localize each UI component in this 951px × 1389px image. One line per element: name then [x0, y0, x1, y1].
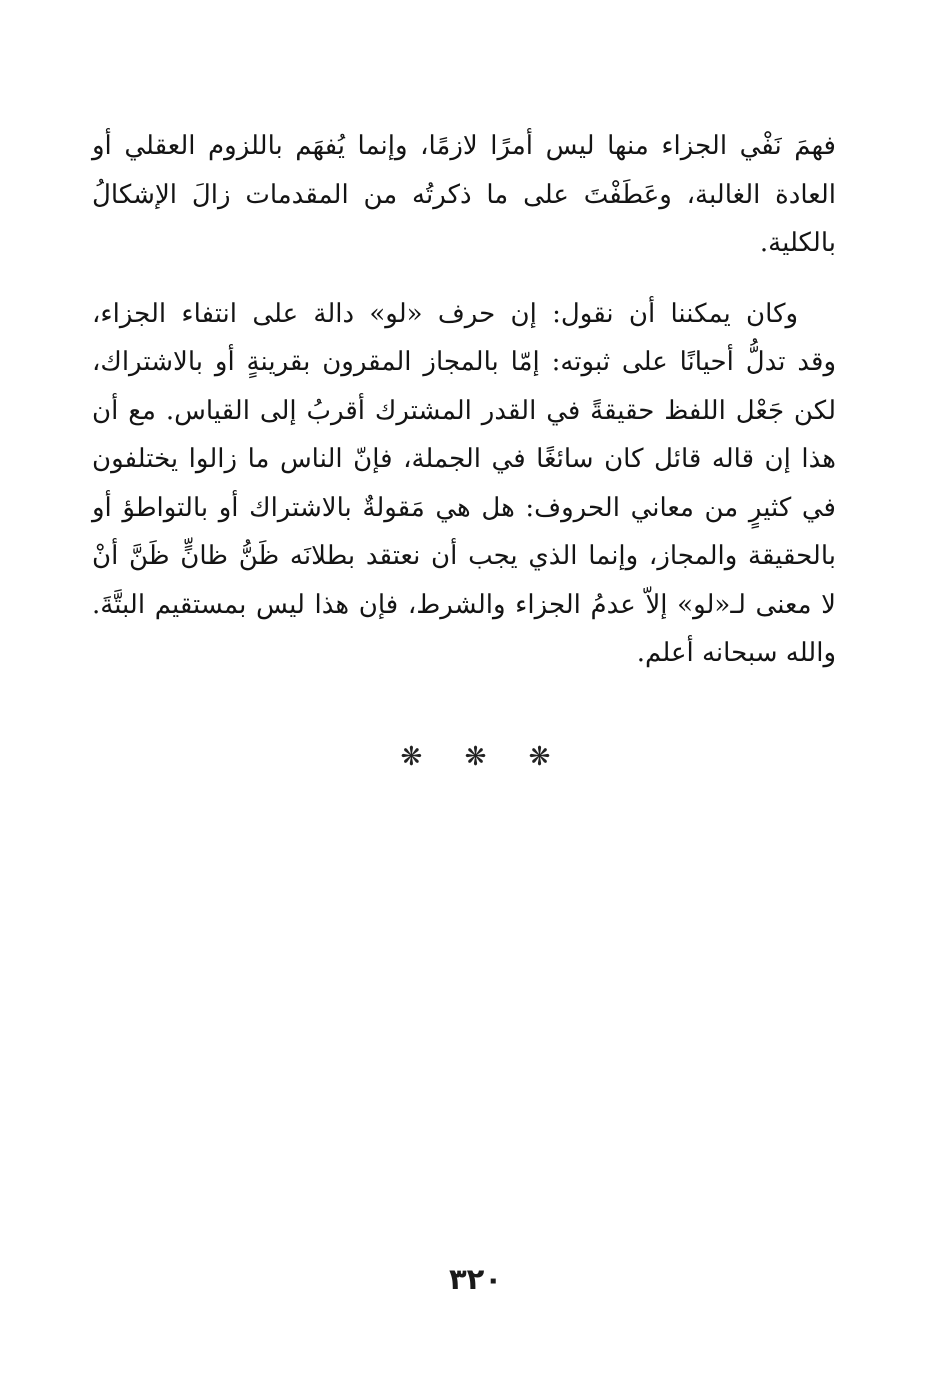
text-line: لا معنى لـ«لو» إلاّ عدمُ الجزاء والشرط، فإن هذا ليس بمستقيم البتَّةَ. [92, 589, 836, 620]
asterism-icon: ❋ [464, 742, 487, 772]
text-line: وقد تدلُّ أحيانًا على ثبوته: إمّا بالمجاز المقرون بقرينةٍ أو بالاشتراك، [92, 347, 836, 377]
paragraph-2 [92, 290, 836, 678]
text-line: والله سبحانه أعلم. [636, 638, 836, 668]
text-line: لكن جَعْل اللفظ حقيقةً في القدر المشترك أقربُ إلى القياس. مع أن [92, 395, 836, 426]
text-line: بالحقيقة والمجاز، وإنما الذي يجب أن نعتقد بطلانَه ظَنُّ ظانٍّ ظَنَّ أنْ [92, 541, 836, 571]
text-line: في كثيرٍ من معاني الحروف: هل هي مَقولةٌ بالاشتراك أو بالتواطؤ أو [92, 492, 836, 523]
body-text [92, 122, 836, 678]
section-divider [0, 742, 951, 772]
asterism-icon: ❋ [400, 742, 423, 772]
text-line: بالكلية. [759, 228, 836, 258]
text-line: العادة الغالبة، وعَطَفْتَ على ما ذكرتُه من المقدمات زالَ الإشكالُ [92, 179, 836, 210]
text-line: وكان يمكننا أن نقول: إن حرف «لو» دالة على انتفاء الجزاء، [92, 298, 798, 329]
text-line: هذا إن قاله قائل كان سائغًا في الجملة، فإنّ الناس ما زالوا يختلفون [92, 444, 836, 474]
paragraph-1 [92, 122, 836, 268]
asterism-icon: ❋ [528, 742, 551, 772]
text-line: فهمَ نَفْي الجزاء منها ليس أمرًا لازمًا، وإنما يُفهَم باللزوم العقلي أو [92, 131, 836, 161]
page-number: ٣٢٠ [448, 1262, 503, 1296]
